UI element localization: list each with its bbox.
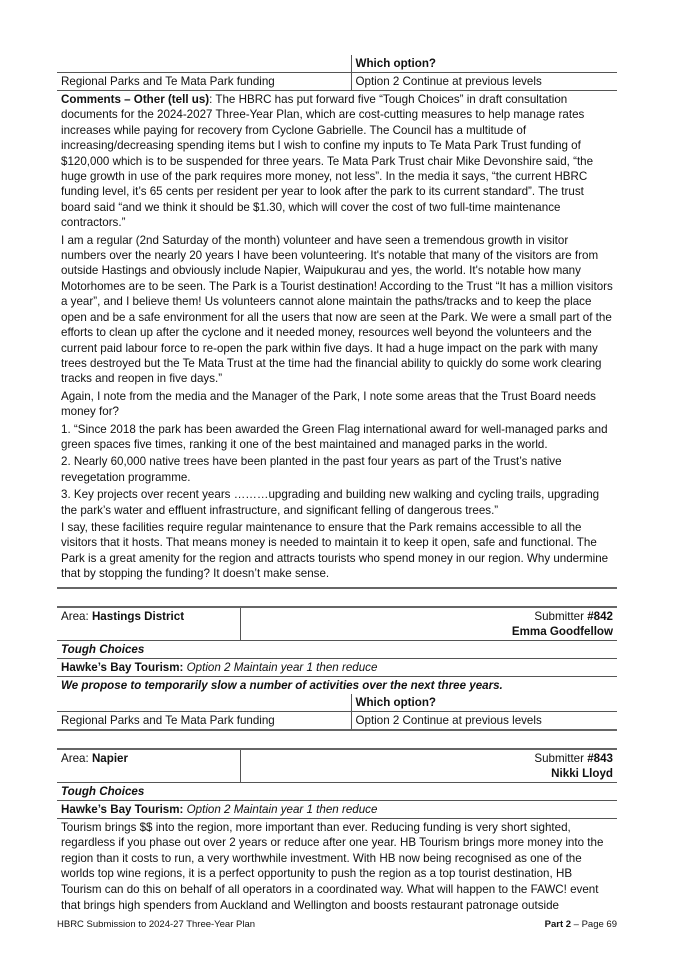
submission-text: Tourism brings $$ into the region, more important than ever. Reducing funding is very short sighted, regardless if you phase out over 2 years or reduce after one year. HB Tourism brings more money into the region than it costs to run, a very worthwhile investment. With HB now being recognised as one of the worlds top wine regions, it is a perfect opportunity to push the region as a top tourist destination, HB Tourism can do this on behalf of all operators in a coordinated way. What will happen to the FAWC! event that brings high spenders from Auckland and Wellington and boosts restaurant patronage outside bbox=[57, 818, 617, 914]
hbt-value: Option 2 Maintain year 1 then reduce bbox=[183, 660, 378, 674]
top-option-table bbox=[57, 55, 617, 90]
option-row-label: Regional Parks and Te Mata Park funding bbox=[57, 73, 351, 91]
comment-list-item: 2. Nearly 60,000 native trees have been planted in the past four years as part of the Trust’s native revegetation programme. bbox=[61, 455, 562, 484]
which-option-header: Which option? bbox=[351, 55, 617, 73]
document-page bbox=[57, 55, 617, 914]
tough-choices-heading: Tough Choices bbox=[57, 640, 617, 658]
comments-block bbox=[57, 90, 617, 589]
footer-page bbox=[545, 919, 617, 930]
propose-row: We propose to temporarily slow a number of activities over the next three years. bbox=[57, 676, 617, 694]
submitter-cell bbox=[240, 607, 617, 641]
tough-choices-heading: Tough Choices bbox=[57, 782, 617, 800]
submitter-number: #842 bbox=[587, 609, 614, 623]
option-row-value: Option 2 Continue at previous levels bbox=[351, 73, 617, 91]
area-label: Area: bbox=[61, 609, 92, 623]
submission-842 bbox=[57, 606, 617, 731]
option-row-label: Regional Parks and Te Mata Park funding bbox=[57, 711, 351, 730]
area-value: Napier bbox=[91, 751, 129, 765]
comment-intro bbox=[57, 91, 617, 232]
comment-paragraph: Again, I note from the media and the Manager of the Park, I note some areas that the Trust Board needs money for? bbox=[61, 389, 596, 419]
area-label: Area: bbox=[61, 751, 92, 765]
comment-paragraph: I say, these facilities require regular maintenance to ensure that the Park remains accessible to all the visitors that it hosts. That means money is needed to maintain it to keep it open, safe and functional. The Park is a great amenity for the region and attracts tourists who spend money in our region. Why undermine that by stopping the funding? It doesn’t make sense. bbox=[61, 520, 609, 581]
option-row-value: Option 2 Continue at previous levels bbox=[351, 711, 617, 730]
footer-title: HBRC Submission to 2024-27 Three-Year Plan bbox=[57, 919, 256, 930]
comment-text: : The HBRC has put forward five “Tough Choices” in draft consultation documents for the 2024-2027 Three-Year Plan, which are cost-cutting measures to help manage rates increases while paying for recovery from Cyclone Gabrielle. The Council has a multitude of increasing/decreasing spending items but I wish to confine my inputs to Te Mata Park Trust funding of $120,000 which is to be suspended for three years. Te Mata Park Trust chair Mike Devonshire said, “the huge growth in use of the park requires more money, not less”. In the media it says, “the current HBRC funding level, it’s 65 cents per resident per year to look after the park to its current standard”. The trust board said “and we think it should be $1.30, which will cover the cost of two full-time maintenance contractors.” bbox=[61, 93, 594, 230]
comment-label: Comments – Other (tell us) bbox=[61, 93, 210, 106]
hbt-row bbox=[57, 800, 617, 818]
submitter-name: Emma Goodfellow bbox=[511, 624, 614, 638]
blank-cell bbox=[57, 55, 351, 73]
footer-page-number: – Page 69 bbox=[571, 919, 617, 930]
blank-cell bbox=[57, 694, 351, 712]
area-cell bbox=[57, 749, 240, 783]
comment-paragraph: I am a regular (2nd Saturday of the month) volunteer and have seen a tremendous growth in visitor numbers over the nearly 20 years I have been volunteering. It's notable that many of the visitors are from outside Hastings and obviously include Napier, Waipukurau and yes, the world. It's notable how many Motorhomes are to be seen. The Park is a Tourist destination! According to the Trust “It has a million visitors a year”, and I believe them! Us volunteers cannot alone maintain the paths/tracks and to keep the place open and be a safe environment for all the users that now are seen at the Park. We were a small part of the efforts to clean up after the cyclone and it needed money, resources well beyond the volunteers and the current paid labour force to re-open the park within five days. It had a huge impact on the park with many trees destroyed but the Te Mata Trust at the time had the financial ability to quickly do some work clearing tracks and reopen in five days.” bbox=[61, 233, 613, 386]
hbt-value: Option 2 Maintain year 1 then reduce bbox=[183, 802, 378, 816]
submitter-number: #843 bbox=[587, 751, 614, 765]
which-option-header: Which option? bbox=[351, 694, 617, 712]
submitter-label: Submitter bbox=[534, 609, 588, 623]
hbt-label: Hawke’s Bay Tourism: bbox=[61, 802, 184, 816]
area-value: Hastings District bbox=[91, 609, 185, 623]
submitter-name: Nikki Lloyd bbox=[551, 766, 614, 780]
comment-list-item: 1. “Since 2018 the park has been awarded the Green Flag international award for well-managed parks and green spaces five times, ranking it one of the best maintained and managed parks in the world. bbox=[61, 422, 608, 451]
page-footer bbox=[57, 919, 617, 930]
footer-part: Part 2 bbox=[544, 919, 572, 930]
area-cell bbox=[57, 607, 240, 641]
hbt-label: Hawke’s Bay Tourism: bbox=[61, 660, 184, 674]
comment-list-item: 3. Key projects over recent years ………upgrading and building new walking and cycling trails, upgrading the park’s water and effluent infrastructure, and significant felling of dangerous trees.” bbox=[61, 488, 600, 517]
submission-843 bbox=[57, 748, 617, 915]
hbt-row bbox=[57, 658, 617, 676]
submitter-cell bbox=[240, 749, 617, 783]
submitter-label: Submitter bbox=[534, 751, 588, 765]
